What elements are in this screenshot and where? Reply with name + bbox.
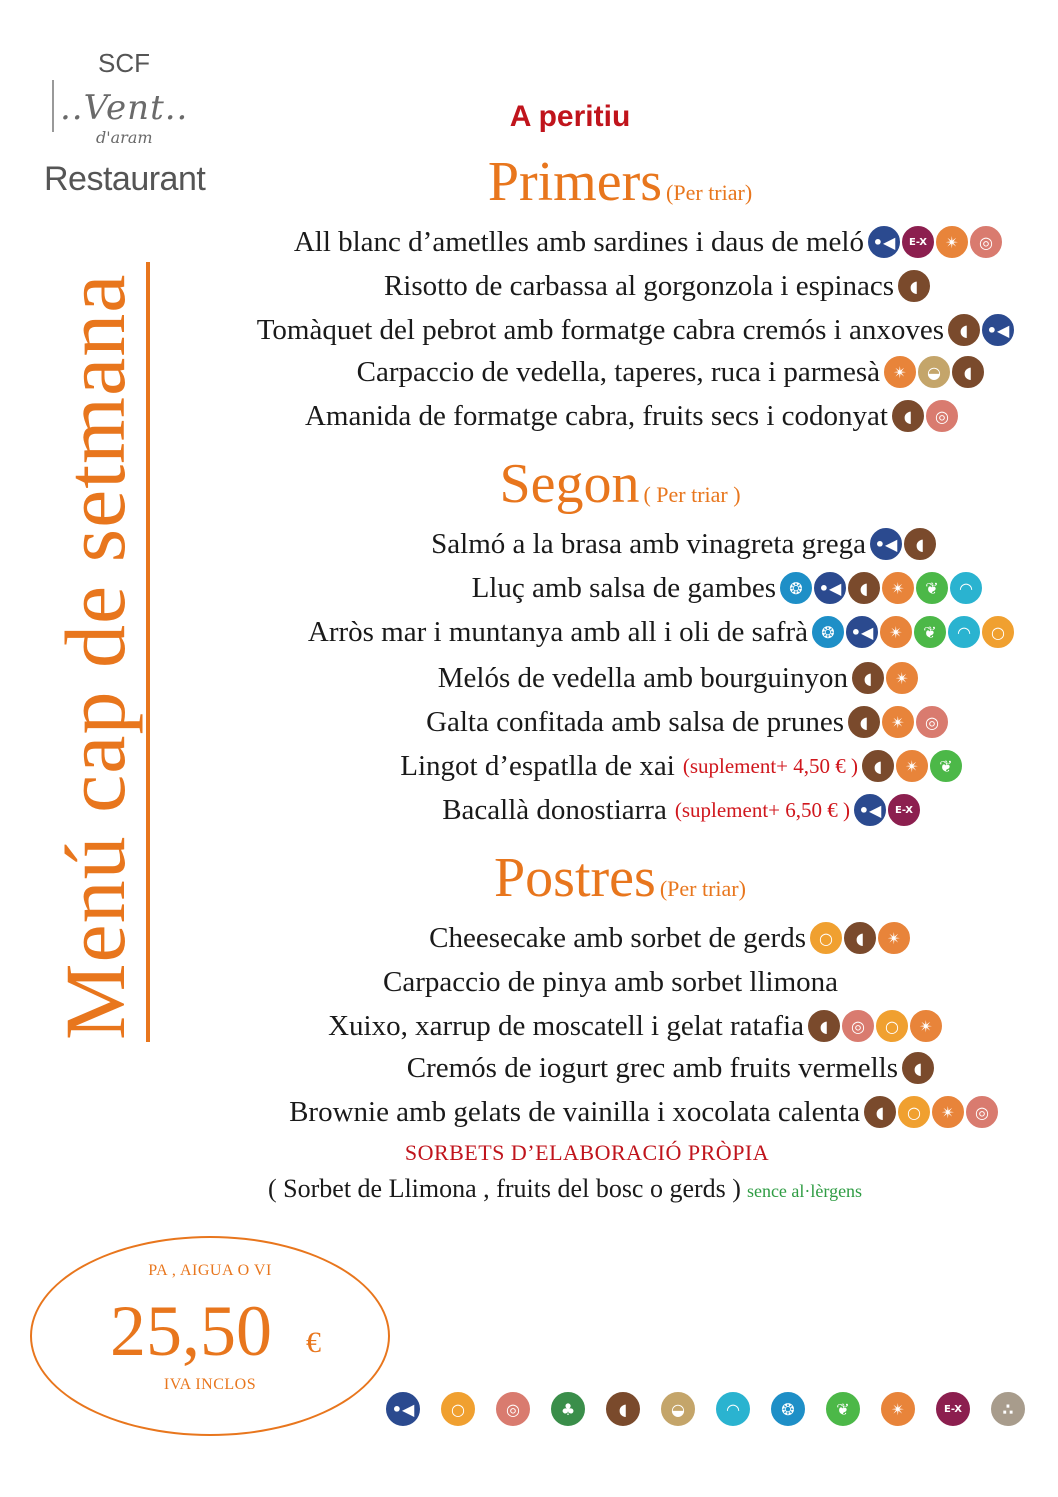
dairy-icon: ◖ <box>806 1008 842 1044</box>
vertical-menu-title: Menú cap de setmana <box>47 273 143 1040</box>
sorbets-title: SORBETS D’ELABORACIÓ PRÒPIA <box>404 1140 770 1165</box>
menu-item <box>400 746 964 786</box>
nuts-icon: ◎ <box>914 704 950 740</box>
celery-icon: ❦ <box>912 614 948 650</box>
allergen-icons <box>864 1094 1000 1130</box>
egg-icon: ○ <box>980 614 1016 650</box>
egg-icon: ○ <box>896 1094 932 1130</box>
sulphites-icon: E-X <box>900 224 936 260</box>
dairy-icon: ◖ <box>902 526 938 562</box>
allergen-legend <box>384 1390 1044 1428</box>
allergen-icons <box>854 792 922 828</box>
menu-item-name: Melós de vedella amb bourguinyon <box>437 661 848 694</box>
primers-note: (Per triar) <box>666 180 753 205</box>
menu-item <box>438 658 920 698</box>
postres-heading <box>0 846 1058 910</box>
dairy-icon: ◖ <box>846 570 882 606</box>
allergen-icons <box>902 1050 936 1086</box>
gluten-icon: ✴ <box>879 1390 917 1428</box>
menu-item-name: Tomàquet del pebrot amb formatge cabra cremós i anxoves <box>256 313 944 346</box>
menu-item <box>384 266 932 306</box>
gluten-icon: ✴ <box>882 354 918 390</box>
menu-item <box>328 1006 944 1046</box>
allergen-icons <box>898 268 932 304</box>
segon-title: Segon <box>499 453 640 515</box>
allergen-icons <box>852 660 920 696</box>
dairy-icon: ◖ <box>946 312 982 348</box>
menu-item <box>294 222 1004 262</box>
dairy-icon: ◖ <box>842 920 878 956</box>
menu-item-name: All blanc d’ametlles amb sardines i daus de meló <box>293 225 864 258</box>
segon-note: ( Per triar ) <box>643 482 741 507</box>
menu-item-name: Lluç amb salsa de gambes <box>471 571 776 604</box>
menu-item <box>357 352 986 392</box>
menu-item <box>407 1048 936 1088</box>
allergen-icons <box>810 920 912 956</box>
allergen-icons <box>780 570 984 606</box>
postres-title: Postres <box>494 847 656 909</box>
menu-item-name: Salmó a la brasa amb vinagreta grega <box>431 527 866 560</box>
allergen-icons <box>892 398 960 434</box>
dairy-icon: ◖ <box>850 660 886 696</box>
menu-item-name: Risotto de carbassa al gorgonzola i espinacs <box>383 269 894 302</box>
fish-icon: •◀ <box>844 614 880 650</box>
sorbets-flavours: ( Sorbet de Llimona , fruits del bosc o gerds ) <box>268 1174 741 1203</box>
menu-item-name: Arròs mar i muntanya amb all i oli de safrà <box>307 615 808 648</box>
logo-scf-text: SCF <box>98 48 150 78</box>
price-includes: PA , AIGUA O VI <box>148 1262 272 1279</box>
allergen-icons <box>884 354 986 390</box>
gluten-icon: ✴ <box>930 1094 966 1130</box>
menu-item-name: Cheesecake amb sorbet de gerds <box>429 921 806 954</box>
dairy-icon: ◖ <box>846 704 882 740</box>
nuts-icon: ◎ <box>968 224 1004 260</box>
gluten-icon: ✴ <box>908 1008 944 1044</box>
allergen-icons <box>862 748 964 784</box>
menu-item-name: Lingot d’espatlla de xai <box>400 749 675 782</box>
egg-icon: ○ <box>439 1390 477 1428</box>
mustard-icon: ◒ <box>916 354 952 390</box>
egg-icon: ○ <box>808 920 844 956</box>
fish-icon: •◀ <box>852 792 888 828</box>
dairy-icon: ◖ <box>862 1094 898 1130</box>
celery-icon: ❦ <box>914 570 950 606</box>
celery-icon: ❦ <box>824 1390 862 1428</box>
nuts-icon: ◎ <box>924 398 960 434</box>
supplement-price: (suplement+ 6,50 € ) <box>674 797 850 822</box>
supplement-price: (suplement+ 4,50 € ) <box>682 753 858 778</box>
crustacean-icon: ❂ <box>769 1390 807 1428</box>
allergen-icons <box>848 704 950 740</box>
menu-item <box>429 918 912 958</box>
logo-restaurant-text: Restaurant <box>44 160 206 198</box>
allergen-icons <box>948 312 1016 348</box>
fish-icon: •◀ <box>868 526 904 562</box>
lupin-icon: ♣ <box>549 1390 587 1428</box>
menu-item <box>472 568 984 608</box>
sesame-icon: ∴ <box>989 1390 1027 1428</box>
menu-item <box>383 962 842 1002</box>
price-amount: 25,50 <box>110 1291 272 1371</box>
nuts-icon: ◎ <box>494 1390 532 1428</box>
nuts-icon: ◎ <box>964 1094 1000 1130</box>
price-currency: € <box>306 1326 321 1359</box>
logo-subtitle: d'aram <box>96 128 153 147</box>
logo-script-text: ..Vent.. <box>60 88 189 128</box>
primers-title: Primers <box>487 151 663 213</box>
menu-item-name: Bacallà donostiarra <box>442 793 667 826</box>
fish-icon: •◀ <box>812 570 848 606</box>
sulphites-icon: E-X <box>934 1390 972 1428</box>
menu-item <box>305 396 960 436</box>
dairy-icon: ◖ <box>900 1050 936 1086</box>
fish-icon: •◀ <box>980 312 1016 348</box>
mollusc-icon: ◠ <box>946 614 982 650</box>
menu-item <box>308 612 1016 652</box>
celery-icon: ❦ <box>928 748 964 784</box>
mustard-icon: ◒ <box>659 1390 697 1428</box>
menu-item-name: Amanida de formatge cabra, fruits secs i codonyat <box>304 399 888 432</box>
fish-icon: •◀ <box>866 224 902 260</box>
gluten-icon: ✴ <box>934 224 970 260</box>
dairy-icon: ◖ <box>950 354 986 390</box>
menu-item <box>431 524 938 564</box>
menu-item-name: Xuixo, xarrup de moscatell i gelat ratafia <box>328 1009 804 1042</box>
postres-note: (Per triar) <box>659 876 746 901</box>
crustacean-icon: ❂ <box>810 614 846 650</box>
gluten-icon: ✴ <box>884 660 920 696</box>
menu-item-name: Galta confitada amb salsa de prunes <box>426 705 844 738</box>
gluten-icon: ✴ <box>880 570 916 606</box>
dairy-icon: ◖ <box>896 268 932 304</box>
menu-item <box>442 790 922 830</box>
sorbets-line <box>268 1174 862 1204</box>
menu-item <box>289 1092 1000 1132</box>
mollusc-icon: ◠ <box>714 1390 752 1428</box>
dairy-icon: ◖ <box>890 398 926 434</box>
sulphites-icon: E-X <box>886 792 922 828</box>
gluten-icon: ✴ <box>894 748 930 784</box>
sorbets-allergen-note: sence al·lèrgens <box>746 1181 863 1201</box>
primers-heading <box>0 150 1058 214</box>
dairy-icon: ◖ <box>604 1390 642 1428</box>
nuts-icon: ◎ <box>840 1008 876 1044</box>
allergen-icons <box>870 526 938 562</box>
gluten-icon: ✴ <box>880 704 916 740</box>
gluten-icon: ✴ <box>878 614 914 650</box>
menu-item-name: Carpaccio de vedella, taperes, ruca i parmesà <box>356 355 880 388</box>
allergen-icons <box>808 1008 944 1044</box>
dairy-icon: ◖ <box>860 748 896 784</box>
segon-heading <box>0 452 1058 516</box>
aperitiu-heading: A peritiu <box>509 100 631 133</box>
price-vat-note: IVA INCLOS <box>163 1376 257 1393</box>
fish-icon: •◀ <box>384 1390 422 1428</box>
mollusc-icon: ◠ <box>948 570 984 606</box>
menu-item-name: Carpaccio de pinya amb sorbet llimona <box>383 965 838 998</box>
menu-item-name: Cremós de iogurt grec amb fruits vermells <box>406 1051 898 1084</box>
menu-item <box>426 702 950 742</box>
gluten-icon: ✴ <box>876 920 912 956</box>
allergen-icons <box>868 224 1004 260</box>
vertical-accent-bar <box>146 262 150 1042</box>
allergen-icons <box>812 614 1016 650</box>
crustacean-icon: ❂ <box>778 570 814 606</box>
egg-icon: ○ <box>874 1008 910 1044</box>
menu-item-name: Brownie amb gelats de vainilla i xocolata calenta <box>289 1095 860 1128</box>
menu-item <box>257 310 1016 350</box>
